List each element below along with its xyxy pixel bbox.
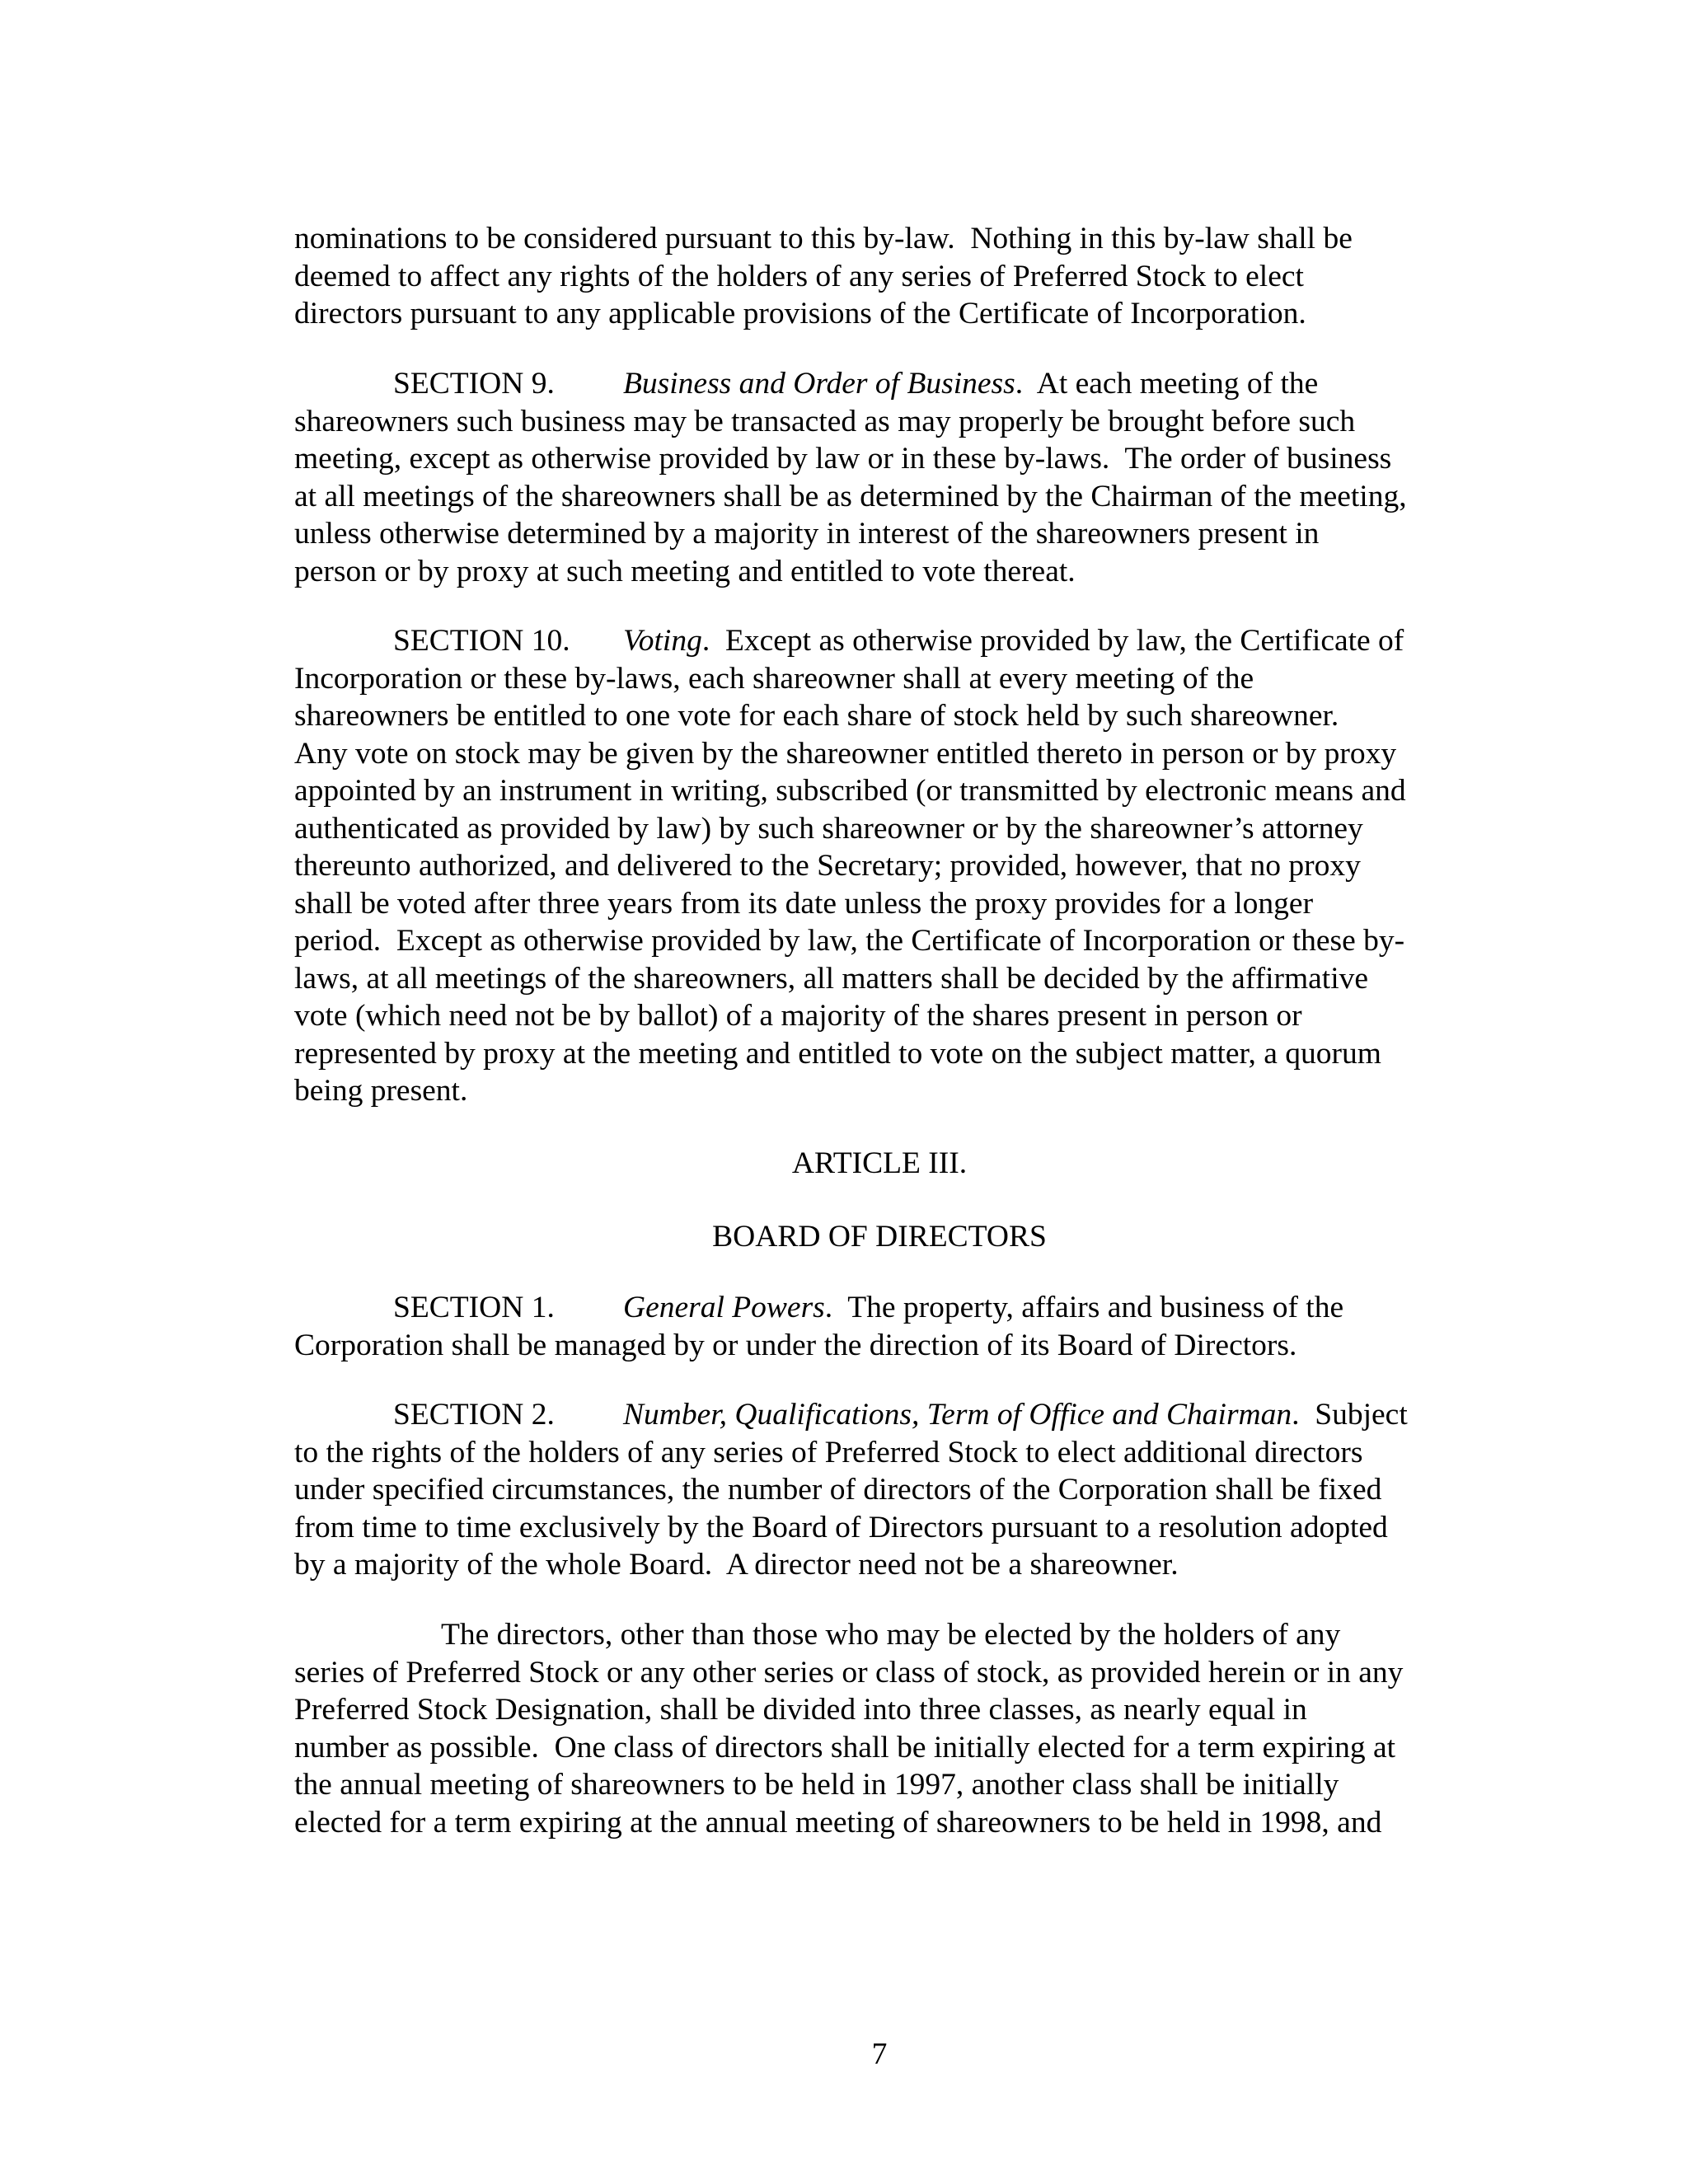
text-line: Incorporation or these by-laws, each shareowner shall at every meeting of the: [294, 661, 1254, 696]
text-line: by a majority of the whole Board. A director need not be a shareowner.: [294, 1548, 1179, 1582]
section-heading-line: [294, 1396, 1481, 1434]
paragraph-nominations: [294, 220, 1481, 333]
section-9: [294, 365, 1481, 590]
section-title: Business and Order of Business: [623, 367, 1015, 401]
text-line: shareowners be entitled to one vote for each share of stock held by such shareowner.: [294, 699, 1339, 733]
text-line: Corporation shall be managed by or under the direction of its Board of Directors.: [294, 1328, 1297, 1362]
section-10: [294, 622, 1481, 1110]
text-line: thereunto authorized, and delivered to the Secretary; provided, however, that no proxy: [294, 849, 1361, 883]
text-line: from time to time exclusively by the Board of Directors pursuant to a resolution adopted: [294, 1510, 1388, 1544]
text-line: The directors, other than those who may be elected by the holders of any: [441, 1618, 1341, 1652]
article-heading: ARTICLE III.: [791, 1146, 968, 1180]
section-heading-line: [294, 622, 1481, 660]
text-line: represented by proxy at the meeting and entitled to vote on the subject matter, a quorum: [294, 1036, 1381, 1071]
text-line: elected for a term expiring at the annual meeting of shareowners to be held in 1998, and: [294, 1805, 1382, 1840]
text-line: nominations to be considered pursuant to this by-law. Nothing in this by-law shall be: [294, 222, 1353, 255]
text-line: vote (which need not be by ballot) of a majority of the shares present in person or: [294, 999, 1302, 1033]
text-line: series of Preferred Stock or any other series or class of stock, as provided herein or in any: [294, 1655, 1404, 1690]
section-label: SECTION 9.: [393, 367, 555, 401]
article-title: BOARD OF DIRECTORS: [712, 1220, 1047, 1254]
text-line: deemed to affect any rights of the holders of any series of Preferred Stock to elect: [294, 259, 1304, 293]
section-label: SECTION 2.: [393, 1398, 555, 1432]
text-line: appointed by an instrument in writing, subscribed (or transmitted by electronic means and: [294, 774, 1406, 808]
page-number: 7: [871, 2037, 888, 2071]
section-title: Voting: [623, 624, 702, 658]
section-label: SECTION 1.: [393, 1291, 555, 1324]
section-label: SECTION 10.: [393, 624, 570, 658]
text-line: Any vote on stock may be given by the shareowner entitled thereto in person or by proxy: [294, 736, 1397, 771]
text-line: to the rights of the holders of any series of Preferred Stock to elect additional directors: [294, 1435, 1363, 1469]
text-line: shareowners such business may be transacted as may properly be brought before such: [294, 404, 1356, 438]
text-line: at all meetings of the shareowners shall be as determined by the Chairman of the meeting,: [294, 479, 1407, 513]
text-line: directors pursuant to any applicable provisions of the Certificate of Incorporation.: [294, 297, 1306, 330]
text-line: authenticated as provided by law) by such shareowner or by the shareowner’s attorney: [294, 811, 1363, 846]
text-line: meeting, except as otherwise provided by law or in these by-laws. The order of business: [294, 442, 1392, 476]
text-line: person or by proxy at such meeting and entitled to vote thereat.: [294, 554, 1076, 588]
section-text: . The property, affairs and business of the: [824, 1291, 1344, 1324]
section-1: [294, 1289, 1481, 1364]
section-text: . Except as otherwise provided by law, the Certificate of: [701, 624, 1404, 658]
section-title: General Powers: [623, 1291, 825, 1324]
text-line: unless otherwise determined by a majority in interest of the shareowners present in: [294, 517, 1320, 551]
text-line: number as possible. One class of directors shall be initially elected for a term expiring at: [294, 1730, 1396, 1765]
text-line: laws, at all meetings of the shareowners, all matters shall be decided by the affirmative: [294, 961, 1369, 996]
section-text: . At each meeting of the: [1015, 367, 1319, 401]
text-line: shall be voted after three years from its date unless the proxy provides for a longer: [294, 886, 1314, 921]
text-line: being present.: [294, 1074, 468, 1108]
text-line: Preferred Stock Designation, shall be divided into three classes, as nearly equal in: [294, 1693, 1307, 1727]
section-heading-line: [294, 365, 1481, 403]
text-line: the annual meeting of shareowners to be held in 1997, another class shall be initially: [294, 1768, 1339, 1802]
section-title: Number, Qualifications, Term of Office and Chairman: [623, 1398, 1292, 1432]
text-line: period. Except as otherwise provided by law, the Certificate of Incorporation or these by-: [294, 924, 1405, 958]
section-text: . Subject: [1292, 1398, 1408, 1432]
text-line: under specified circumstances, the number of directors of the Corporation shall be fixed: [294, 1473, 1382, 1507]
section-2: [294, 1396, 1481, 1584]
paragraph-directors: [294, 1616, 1481, 1841]
section-heading-line: [294, 1289, 1481, 1327]
